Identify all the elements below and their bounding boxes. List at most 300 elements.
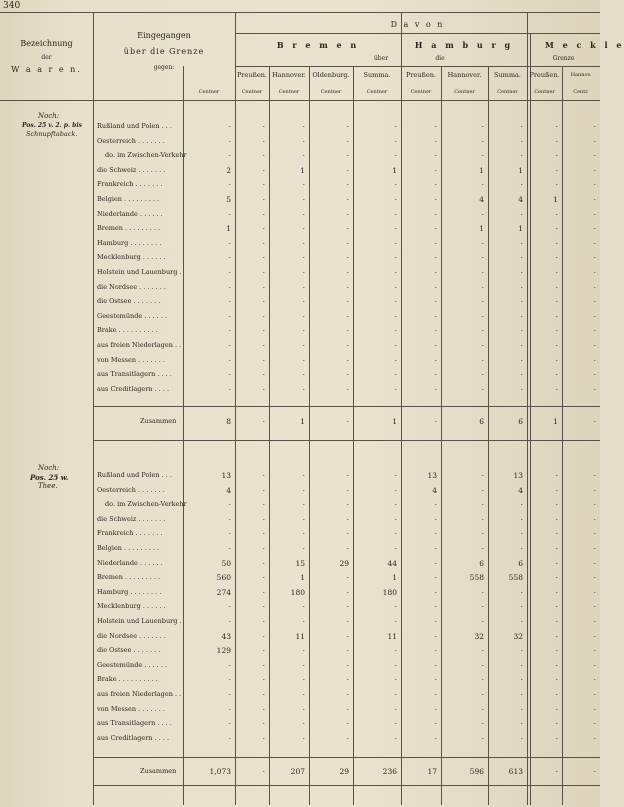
section1-cell: · <box>394 238 397 248</box>
grid-hline <box>93 440 600 441</box>
section2-cell: · <box>555 587 558 597</box>
section1-cell: · <box>302 136 305 146</box>
section1-cell: · <box>262 384 265 394</box>
section2-cell: · <box>555 544 558 553</box>
section2-cell: · <box>481 675 484 685</box>
section1-cell: · <box>481 297 484 307</box>
section2-cell: · <box>262 719 265 729</box>
section2-cell: · <box>555 675 558 685</box>
section1-cell: · <box>394 384 397 394</box>
section2-row-label: Frankreich . . . . . . . <box>97 529 163 538</box>
section2-cell: · <box>434 704 437 714</box>
section2-cell: · <box>593 675 596 685</box>
unit-label-4: Centner <box>366 89 388 95</box>
section2-cell: · <box>346 514 349 524</box>
section1-cell: · <box>228 341 231 350</box>
header-ueber: über <box>373 55 389 62</box>
grid-hline <box>0 12 600 13</box>
section1-row-label: aus Creditlagern . . . . <box>97 384 170 393</box>
section1-cell: · <box>593 297 596 307</box>
section1-total-cell: · <box>262 417 265 426</box>
section1-cell: · <box>302 209 305 219</box>
section1-cell: · <box>593 180 596 190</box>
section1-cell: · <box>228 370 231 380</box>
section1-cell: · <box>346 151 349 161</box>
section1-cell: 1 <box>479 165 484 175</box>
section1-cell: · <box>481 384 484 394</box>
section2-cell: · <box>593 617 596 626</box>
section2-cell: 4 <box>518 485 523 495</box>
section1-cell: · <box>520 311 523 321</box>
section1-cell: · <box>346 165 349 175</box>
section2-row-label: die Nordsee . . . . . . . <box>97 631 166 640</box>
section1-cell: · <box>593 355 596 365</box>
section1-cell: · <box>481 238 484 248</box>
section2-cell: · <box>262 485 265 495</box>
section1-cell: · <box>394 253 397 263</box>
section1-cell: 1 <box>479 224 484 234</box>
section1-cell: · <box>593 311 596 321</box>
section2-cell: · <box>434 558 437 568</box>
section2-cell: 15 <box>295 558 305 568</box>
section2-cell: · <box>302 733 305 743</box>
section2-row-label: aus freien Niederlagen . . <box>97 690 182 698</box>
section2-cell: · <box>346 587 349 597</box>
section1-cell: 1 <box>518 224 523 234</box>
header-goods-line1: Bezeichnung <box>20 39 73 48</box>
section1-row-label: Rußland und Polen . . . <box>97 122 172 130</box>
section1-cell: · <box>481 209 484 219</box>
section2-cell: · <box>262 471 265 480</box>
section2-cell: · <box>520 704 523 714</box>
section2-cell: · <box>520 690 523 699</box>
section2-total-cell: · <box>555 767 558 776</box>
section1-cell: · <box>555 282 558 292</box>
section2-cell: · <box>481 587 484 597</box>
section2-cell: · <box>481 733 484 743</box>
section2-total-cell: 17 <box>427 767 437 776</box>
section1-cell: · <box>262 136 265 146</box>
section1-cell: · <box>555 311 558 321</box>
section2-row-label: Niederlande . . . . . . <box>97 558 163 567</box>
section2-cell: · <box>555 646 558 656</box>
unit-label-6: Centner <box>454 89 475 95</box>
section2-cell: 1 <box>392 573 397 583</box>
section1-cell: · <box>593 165 596 175</box>
section2-cell: · <box>434 675 437 685</box>
section1-cell: · <box>262 370 265 380</box>
section1-total-cell: 1 <box>392 417 397 426</box>
section2-cell: · <box>481 704 484 714</box>
subheader-3: Summa. <box>363 71 391 79</box>
section2-cell: · <box>520 733 523 743</box>
section1-cell: · <box>555 180 558 190</box>
section2-cell: · <box>228 500 231 510</box>
section1-cell: · <box>481 311 484 321</box>
section1-row-label: do. im Zwischen-Verkehr <box>105 151 187 160</box>
section2-cell: · <box>593 500 596 510</box>
section2-row-label: Bremen . . . . . . . . . <box>97 573 161 582</box>
section1-cell: · <box>593 253 596 263</box>
section2-row-label: do. im Zwischen-Verkehr <box>105 500 187 509</box>
section2-cell: · <box>228 719 231 729</box>
section2-cell: · <box>346 485 349 495</box>
section1-cell: · <box>434 297 437 307</box>
section1-cell: · <box>481 136 484 146</box>
section1-cell: · <box>228 311 231 321</box>
section1-cell: · <box>302 180 305 190</box>
section2-cell: · <box>262 544 265 553</box>
section1-cell: · <box>593 122 596 131</box>
section1-cell: 1 <box>518 165 523 175</box>
section2-cell: · <box>394 733 397 743</box>
section2-cell: · <box>481 719 484 729</box>
section1-cell: · <box>228 238 231 248</box>
section2-row-label: von Messen . . . . . . . <box>97 704 165 713</box>
section2-row-label: Belgien . . . . . . . . . <box>97 544 160 552</box>
section2-label-line1: Noch: <box>38 464 60 472</box>
section1-cell: · <box>394 209 397 219</box>
section2-cell: · <box>520 544 523 553</box>
section2-cell: · <box>481 660 484 670</box>
section1-total-cell: 8 <box>226 417 231 426</box>
section2-cell: · <box>593 602 596 612</box>
section2-cell: · <box>228 704 231 714</box>
grid-hline <box>93 785 600 786</box>
section2-cell: 6 <box>479 558 484 568</box>
section2-cell: 50 <box>221 558 231 568</box>
section1-cell: · <box>555 165 558 175</box>
section1-label-line2: Pos. 25 v. 2. p. bis <box>22 122 82 129</box>
section1-cell: · <box>593 384 596 394</box>
section1-row-label: Brake . . . . . . . . . . <box>97 326 158 335</box>
section2-cell: · <box>481 690 484 699</box>
section2-cell: · <box>520 587 523 597</box>
section1-cell: 5 <box>226 195 231 204</box>
section1-cell: · <box>394 180 397 190</box>
section2-cell: · <box>394 660 397 670</box>
section1-cell: · <box>555 253 558 263</box>
section2-cell: · <box>481 617 484 626</box>
section1-row-label: die Nordsee . . . . . . . <box>97 282 166 291</box>
section2-cell: · <box>481 500 484 510</box>
section2-cell: · <box>555 617 558 626</box>
section1-cell: · <box>481 355 484 365</box>
section1-cell: · <box>481 268 484 277</box>
section2-cell: · <box>346 690 349 699</box>
section2-cell: 4 <box>226 485 231 495</box>
header-entered-line2: über die Grenze <box>123 47 205 56</box>
section2-cell: · <box>593 690 596 699</box>
section1-cell: · <box>555 384 558 394</box>
unit-label-8: Centner <box>534 89 555 95</box>
section1-cell: · <box>434 224 437 234</box>
section1-total-cell: 1 <box>300 417 305 426</box>
section1-cell: · <box>228 268 231 277</box>
section1-cell: · <box>262 253 265 263</box>
section1-cell: · <box>346 268 349 277</box>
section2-cell: · <box>346 544 349 553</box>
section1-cell: · <box>481 341 484 350</box>
section2-cell: · <box>555 471 558 480</box>
header-die: die <box>435 55 445 62</box>
section1-cell: · <box>302 268 305 277</box>
section2-cell: · <box>394 529 397 539</box>
section1-cell: · <box>262 195 265 204</box>
section1-cell: · <box>434 253 437 263</box>
section2-cell: · <box>394 514 397 524</box>
section1-cell: · <box>434 282 437 292</box>
section1-cell: · <box>481 370 484 380</box>
section1-cell: · <box>346 282 349 292</box>
section1-cell: · <box>434 209 437 219</box>
section2-cell: · <box>394 719 397 729</box>
section2-cell: · <box>593 587 596 597</box>
grid-hline <box>93 406 600 407</box>
header-goods-line2: der <box>41 54 52 61</box>
section2-row-label: Mecklenburg . . . . . . <box>97 602 166 611</box>
section2-cell: 11 <box>387 631 397 641</box>
section1-cell: · <box>481 282 484 292</box>
section1-cell: · <box>302 297 305 307</box>
section2-cell: 13 <box>221 471 231 480</box>
section2-cell: · <box>302 690 305 699</box>
section2-cell: · <box>346 529 349 539</box>
section1-cell: · <box>555 136 558 146</box>
section2-cell: · <box>593 631 596 641</box>
subheader-1: Hannover. <box>272 71 306 79</box>
section2-cell: · <box>262 617 265 626</box>
section1-cell: · <box>228 326 231 336</box>
section1-cell: · <box>228 136 231 146</box>
section1-cell: · <box>262 209 265 219</box>
section2-cell: 180 <box>382 587 397 597</box>
section2-cell: · <box>593 558 596 568</box>
unit-label-5: Centner <box>410 89 432 95</box>
section2-cell: · <box>394 704 397 714</box>
section1-cell: · <box>520 180 523 190</box>
section2-cell: · <box>481 471 484 480</box>
section2-cell: · <box>394 500 397 510</box>
section1-total-cell: · <box>593 417 596 426</box>
section1-cell: · <box>228 253 231 263</box>
section2-cell: · <box>262 514 265 524</box>
section2-total-cell: · <box>593 767 596 776</box>
section2-cell: · <box>302 471 305 480</box>
section2-cell: · <box>481 529 484 539</box>
section1-row-label: Bremen . . . . . . . . . <box>97 224 161 233</box>
section1-cell: · <box>394 268 397 277</box>
section2-cell: · <box>394 690 397 699</box>
section2-label-line3: Thee. <box>38 482 58 490</box>
section2-cell: · <box>434 660 437 670</box>
grid-vline <box>93 12 94 805</box>
section2-cell: · <box>228 529 231 539</box>
unit-label-2: Centner <box>278 89 300 95</box>
section2-cell: · <box>346 704 349 714</box>
section1-cell: · <box>555 341 558 350</box>
section2-cell: · <box>434 500 437 510</box>
section2-cell: · <box>520 646 523 656</box>
section2-cell: 129 <box>216 646 231 656</box>
section2-cell: · <box>302 646 305 656</box>
section1-cell: · <box>520 384 523 394</box>
section1-cell: · <box>346 384 349 394</box>
section2-row-label: Hamburg . . . . . . . . <box>97 587 162 596</box>
section2-cell: 6 <box>518 558 523 568</box>
unit-label-1: Centner <box>241 89 263 95</box>
section2-cell: 13 <box>513 471 523 480</box>
section2-cell: · <box>555 514 558 524</box>
section2-cell: · <box>520 660 523 670</box>
section1-row-label: Niederlande . . . . . . <box>97 209 163 218</box>
section2-cell: · <box>555 660 558 670</box>
section2-cell: · <box>434 690 437 699</box>
section2-cell: · <box>262 733 265 743</box>
section1-cell: · <box>520 209 523 219</box>
section2-cell: · <box>346 733 349 743</box>
section1-cell: · <box>520 297 523 307</box>
section1-cell: · <box>394 122 397 131</box>
section1-cell: · <box>434 268 437 277</box>
section2-cell: · <box>593 704 596 714</box>
section1-cell: · <box>593 370 596 380</box>
section1-cell: 1 <box>553 195 558 204</box>
section2-cell: 29 <box>339 558 349 568</box>
section1-cell: · <box>262 122 265 131</box>
section2-cell: · <box>520 514 523 524</box>
section2-total-cell: 596 <box>469 767 484 776</box>
section1-cell: · <box>593 268 596 277</box>
section1-row-label: die Ostsee . . . . . . . <box>97 297 161 306</box>
section1-cell: · <box>394 136 397 146</box>
section1-cell: · <box>302 195 305 204</box>
section2-row-label: Brake . . . . . . . . . . <box>97 675 158 684</box>
section2-cell: · <box>481 602 484 612</box>
subheader-2: Oldenburg. <box>312 71 350 79</box>
section2-total-cell: · <box>262 767 265 776</box>
section1-cell: · <box>346 224 349 234</box>
section2-cell: · <box>228 675 231 685</box>
unit-label-3: Centner <box>320 89 342 95</box>
section2-row-label: die Ostsee . . . . . . . <box>97 646 161 655</box>
section2-cell: · <box>434 719 437 729</box>
section1-cell: · <box>262 297 265 307</box>
header-grenze: Grenze <box>552 55 575 62</box>
header-bremen: B r e m e n <box>276 40 360 50</box>
section2-cell: · <box>262 587 265 597</box>
section1-cell: · <box>481 326 484 336</box>
section1-row-label: Holstein und Lauenburg . <box>97 268 182 276</box>
section2-cell: · <box>262 690 265 699</box>
section1-cell: · <box>520 268 523 277</box>
section2-cell: · <box>302 485 305 495</box>
section2-row-label: aus Transitlagern . . . . <box>97 719 172 728</box>
section1-cell: · <box>262 151 265 161</box>
section2-cell: · <box>262 675 265 685</box>
section2-row-label: Geestemünde . . . . . . <box>97 660 168 669</box>
section2-cell: · <box>394 646 397 656</box>
section1-cell: · <box>394 370 397 380</box>
section1-cell: · <box>434 326 437 336</box>
section1-cell: · <box>555 297 558 307</box>
section2-cell: · <box>262 660 265 670</box>
section2-cell: · <box>481 646 484 656</box>
section1-row-label: die Schweiz . . . . . . . <box>97 165 166 174</box>
section2-total-cell: 29 <box>339 767 349 776</box>
section1-total-label: Zusammen <box>140 417 177 425</box>
section2-cell: · <box>228 660 231 670</box>
section2-cell: · <box>262 558 265 568</box>
section1-cell: · <box>346 326 349 336</box>
section1-cell: · <box>520 355 523 365</box>
section1-cell: · <box>346 122 349 131</box>
section1-cell: · <box>346 311 349 321</box>
section1-cell: · <box>520 282 523 292</box>
section1-cell: · <box>262 311 265 321</box>
section2-cell: 11 <box>295 631 305 641</box>
section2-cell: · <box>434 544 437 553</box>
section1-row-label: Frankreich . . . . . . . <box>97 180 163 189</box>
section2-total-cell: 236 <box>382 767 397 776</box>
section2-row-label: Holstein und Lauenburg . <box>97 617 182 625</box>
section1-cell: · <box>481 151 484 161</box>
section1-cell: · <box>593 151 596 161</box>
section2-row-label: Oesterreich . . . . . . . <box>97 485 165 494</box>
section1-cell: · <box>481 122 484 131</box>
section2-cell: · <box>302 704 305 714</box>
section2-cell: · <box>434 573 437 583</box>
section2-total-cell: 1,073 <box>209 767 231 776</box>
section1-cell: 1 <box>300 165 305 175</box>
section2-cell: · <box>593 544 596 553</box>
section2-cell: 558 <box>469 573 484 583</box>
section2-cell: · <box>346 719 349 729</box>
section2-cell: · <box>555 704 558 714</box>
section1-cell: · <box>262 355 265 365</box>
section2-cell: · <box>228 617 231 626</box>
section1-cell: · <box>346 238 349 248</box>
section1-cell: · <box>434 238 437 248</box>
section1-cell: · <box>302 311 305 321</box>
section2-cell: · <box>555 500 558 510</box>
section2-cell: · <box>520 602 523 612</box>
section2-cell: · <box>593 529 596 539</box>
section1-cell: · <box>555 370 558 380</box>
subheader-7: Preußen. <box>529 71 560 79</box>
section1-cell: · <box>555 268 558 277</box>
grid-hline <box>235 66 600 67</box>
header-davon: D a v o n <box>390 20 445 29</box>
section1-cell: · <box>228 297 231 307</box>
header-entered-line1: Eingegangen <box>137 31 191 40</box>
section2-cell: · <box>555 558 558 568</box>
section2-cell: · <box>555 631 558 641</box>
section2-cell: · <box>481 485 484 495</box>
section1-cell: · <box>593 195 596 204</box>
section2-cell: · <box>262 631 265 641</box>
section2-cell: · <box>394 544 397 553</box>
section2-cell: · <box>262 573 265 583</box>
section2-row-label: die Schweiz . . . . . . . <box>97 514 166 523</box>
section1-row-label: Belgien . . . . . . . . . <box>97 195 160 203</box>
section1-cell: · <box>593 136 596 146</box>
section1-cell: · <box>394 195 397 204</box>
section1-cell: · <box>346 297 349 307</box>
section2-cell: · <box>555 690 558 699</box>
section2-cell: · <box>228 544 231 553</box>
section1-total-cell: · <box>346 417 349 426</box>
